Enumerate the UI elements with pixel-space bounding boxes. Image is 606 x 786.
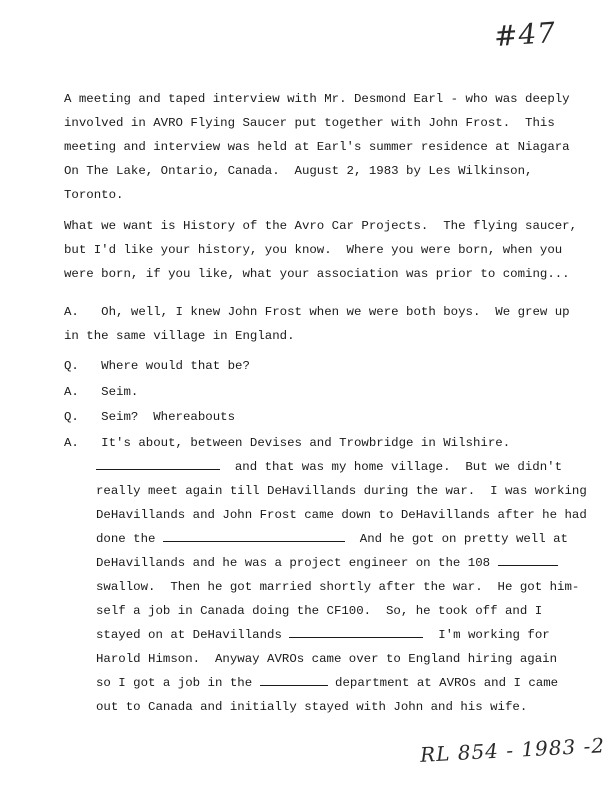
intro-line-1: A meeting and taped interview with Mr. Desmond Earl - who was deeply [64,92,570,106]
answer3-line-3: really meet again till DeHavillands during the war. I was working [96,484,587,498]
handwritten-reference-number: RL 854 - 1983 -2 [419,733,606,767]
answer3-line-11 [96,671,558,695]
answer3-line-11-end: department at AVROs and I came [327,676,559,690]
answer3-line-5-end: And he got on pretty well at [344,532,568,546]
answer3-line-2 [96,455,562,479]
handwritten-page-number: #47 [492,15,558,54]
question1-line-2: but I'd like your history, you know. Where you were born, when you [64,243,563,257]
question3: Q. Seim? Whereabouts [64,410,236,424]
answer3-line-9 [96,623,550,647]
answer3-line-9-end: I'm working for [423,628,550,642]
answer3-line-10: Harold Himson. Anyway AVROs came over to England hiring again [96,652,558,666]
question1-line-3: were born, if you like, what your association was prior to coming... [64,267,570,281]
answer3-line-4: DeHavillands and John Frost came down to DeHavillands after he had [96,508,587,522]
answer3-line-2-text: and that was my home village. But we didn't [220,460,563,474]
answer3-line-8: self a job in Canada doing the CF100. So, he took off and I [96,604,543,618]
intro-line-2: involved in AVRO Flying Saucer put together with John Frost. This [64,116,555,130]
answer3-line-9-start: stayed on at DeHavillands [96,628,290,642]
blank-line [498,552,558,566]
answer1-line-1: A. Oh, well, I knew John Frost when we were both boys. We grew up [64,305,570,319]
answer3-line-5-start: done the [96,532,163,546]
answer3-line-6 [96,551,558,575]
blank-line [260,672,328,686]
answer3-line-7: swallow. Then he got married shortly after the war. He got him- [96,580,580,594]
intro-line-4: On The Lake, Ontario, Canada. August 2, 1983 by Les Wilkinson, [64,164,533,178]
intro-line-5: Toronto. [64,188,124,202]
intro-line-3: meeting and interview was held at Earl's summer residence at Niagara [64,140,570,154]
question1-line-1: What we want is History of the Avro Car Projects. The flying saucer, [64,219,578,233]
answer1-line-2: in the same village in England. [64,329,295,343]
answer3-line-6-start: DeHavillands and he was a project engineer on the 108 [96,556,498,570]
blank-line [289,624,423,638]
answer3-line-1: A. It's about, between Devises and Trowbridge in Wilshire. [64,436,511,450]
answer3-line-12: out to Canada and initially stayed with John and his wife. [96,700,528,714]
answer3-line-11-start: so I got a job in the [96,676,260,690]
blank-line [96,456,220,470]
blank-line [163,528,345,542]
answer2: A. Seim. [64,385,139,399]
answer3-line-5 [96,527,568,551]
question2: Q. Where would that be? [64,359,250,373]
